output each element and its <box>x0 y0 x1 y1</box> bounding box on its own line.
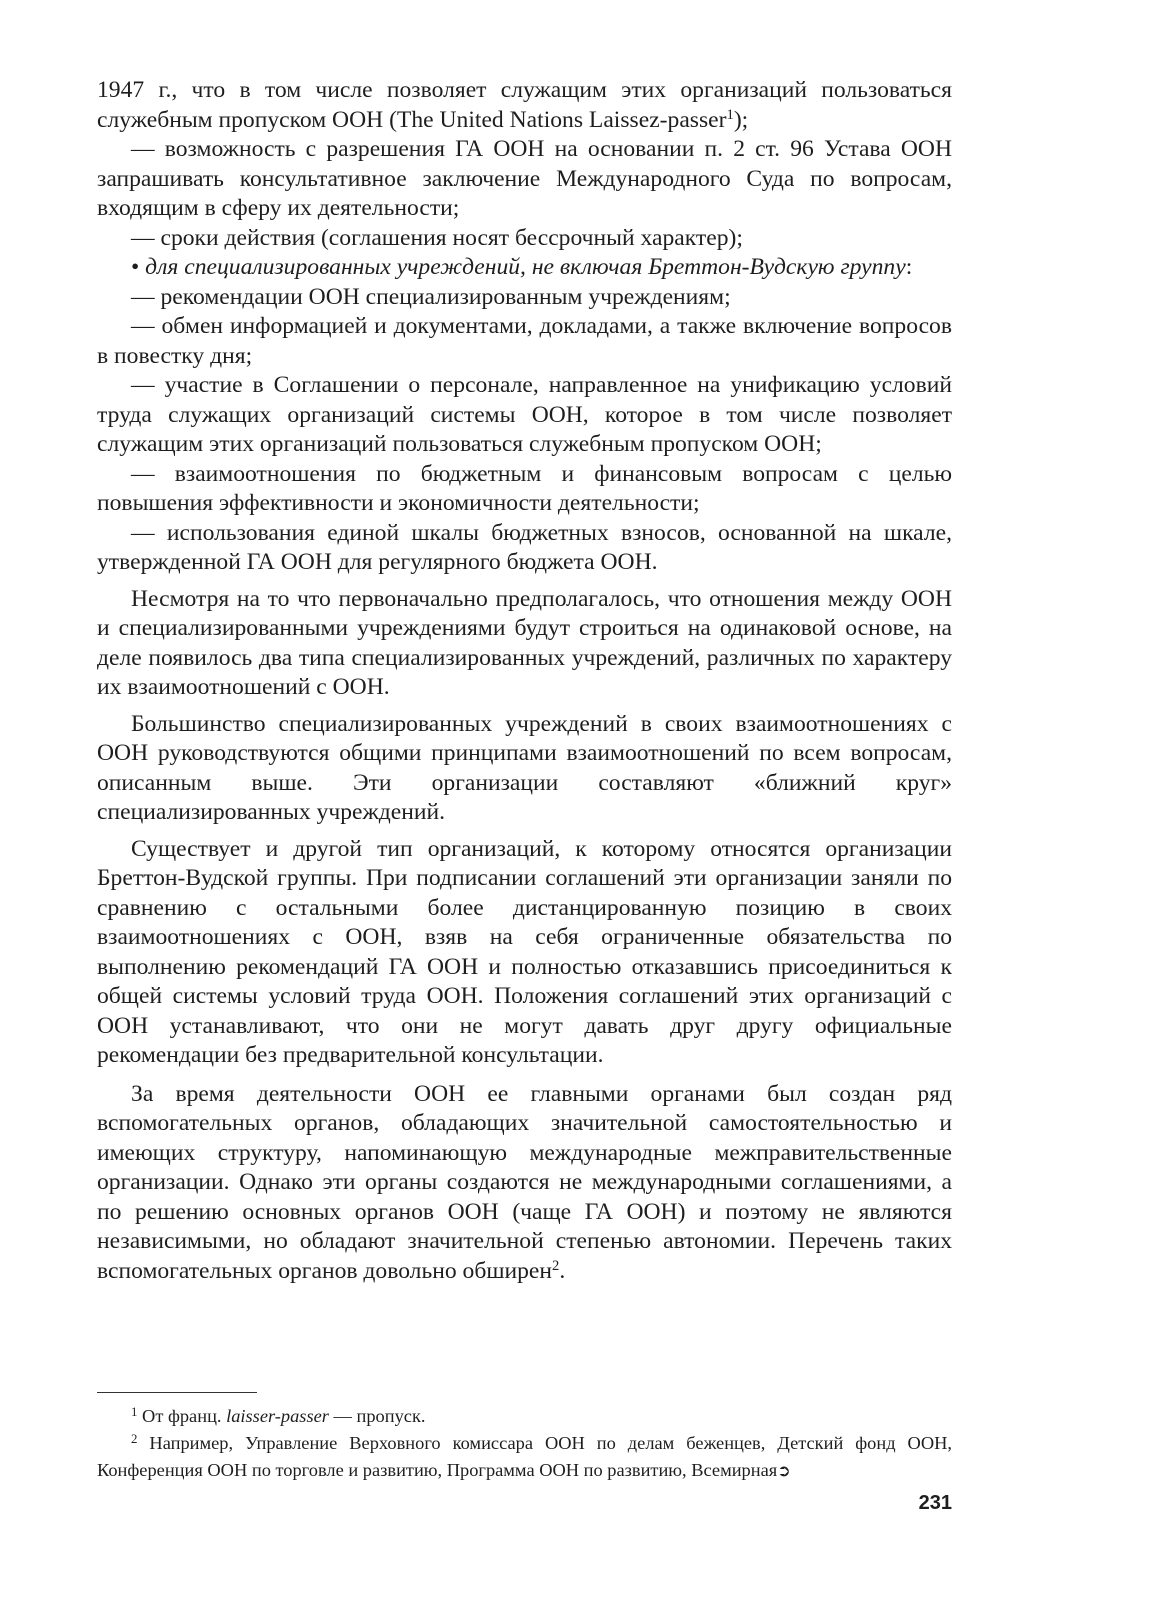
paragraph-two-types: Несмотря на то что первоначально предполагалось, что отношения между ООН и специализированными учреждениями будут строиться на одинаковой основе, на деле появилось два типа специализированных учреждений, различных по характеру их взаимоотношений с ООН. <box>97 585 952 700</box>
paragraph-bretton-woods: Существует и другой тип организаций, к которому относятся организации Бреттон-Вудской группы. При подписании соглашений эти организации заняли по сравнению с остальными более дистанцированную позицию в своих взаимоотношениях с ООН, взяв на себя ограниченные обязательства по выполнению рекомендаций ГА ООН и полностью отказавшись присоединиться к общей системы условий труда ООН. Положения соглашений этих организаций с ООН устанавливают, что они не могут давать друг другу официальные рекомендации без предварительной консультации. <box>97 835 952 1068</box>
list-item-budget-relations: — взаимоотношения по бюджетным и финансовым вопросам с целью повышения эффективности и экономичности деятельности; <box>97 460 952 516</box>
list-item-contribution-scale: — использования единой шкалы бюджетных взносов, основанной на шкале, утвержденной ГА ООН для регулярного бюджета ООН. <box>97 519 952 575</box>
list-heading-italic: для специализированных учреждений, не включая Бреттон-Вудскую группу <box>145 254 906 280</box>
footnote-2 <box>97 1430 952 1484</box>
footnote-1-italic: laisser-passer <box>226 1406 329 1426</box>
footnote-ref-2: 2 <box>552 1257 560 1274</box>
p1-text-b: ); <box>733 106 749 133</box>
list-item-recommendations: — рекомендации ООН специализированным учреждениям; <box>131 283 731 310</box>
footnote-1-text-a: От франц. <box>137 1406 227 1426</box>
list-heading-colon: : <box>905 254 913 280</box>
footnotes <box>97 1403 952 1484</box>
footnote-1-number: 1 <box>131 1405 138 1420</box>
p1-text-a: 1947 г., что в том числе позволяет служащим этих организаций пользоваться служебным пропуском ООН (The United Nations Laissez-passer <box>97 77 952 133</box>
bullet: • <box>131 254 140 280</box>
list-item-duration: — сроки действия (соглашения носят бессрочный характер); <box>131 224 743 251</box>
list-heading-specialized <box>97 253 952 283</box>
footnote-1-text-b: — пропуск. <box>328 1406 426 1426</box>
footnote-ref-1: 1 <box>726 106 734 123</box>
footnote-divider <box>97 1392 257 1393</box>
footnote-1 <box>97 1403 952 1430</box>
footnote-2-number: 2 <box>131 1432 138 1447</box>
paragraph-subsidiary-organs <box>97 1080 952 1287</box>
list-item-advisory-opinion: — возможность с разрешения ГА ООН на основании п. 2 ст. 96 Устава ООН запрашивать консультативное заключение Международного Суда по вопросам, входящим в сферу их деятельности; <box>97 136 952 221</box>
footnote-2-text: Например, Управление Верховного комиссара ООН по делам беженцев, Детский фонд ООН, Конференция ООН по торговле и развитию, Программа ООН по развитию, Всемирная <box>97 1433 952 1480</box>
main-text <box>97 76 952 1286</box>
continuation-arrow-icon: ➲ <box>777 1461 791 1480</box>
page-number: 231 <box>918 1492 952 1514</box>
p13-text-b: . <box>559 1257 566 1284</box>
list-item-personnel-agreement: — участие в Соглашении о персонале, направленное на унификацию условий труда служащих организаций системы ООН, которое в том числе позволяет служащим этих организаций пользоваться служебным пропуском ООН; <box>97 372 952 457</box>
list-item-information-exchange: — обмен информацией и документами, докладами, а также включение вопросов в повестку дня; <box>97 313 952 369</box>
paragraph-1 <box>97 76 952 135</box>
paragraph-inner-circle: Большинство специализированных учреждений в своих взаимоотношениях с ООН руководствуются общими принципами взаимоотношений по всем вопросам, описанным выше. Эти организации составляют «ближний круг» специализированных учреждений. <box>97 710 952 825</box>
p13-text-a: За время деятельности ООН ее главными органами был создан ряд вспомогательных органов, обладающих значительной самостоятельностью и имеющих структуру, напоминающую международные межправительственные организации. Однако эти органы создаются не международными соглашениями, а по решению основных органов ООН (чаще ГА ООН) и поэтому не являются независимыми, но обладают значительной степенью автономии. Перечень таких вспомогательных органов довольно обширен <box>97 1080 952 1284</box>
